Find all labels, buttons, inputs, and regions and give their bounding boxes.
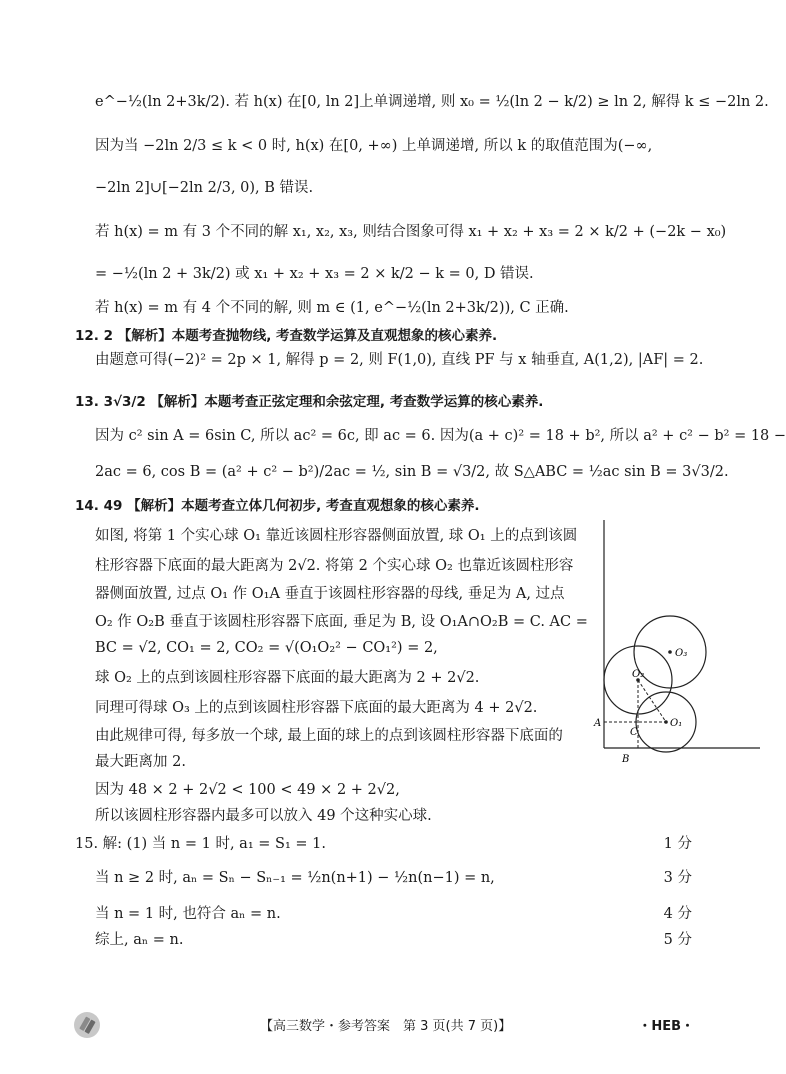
q14-line-6: 球 O₂ 上的点到该圆柱形容器下底面的最大距离为 2 + 2√2. — [95, 670, 480, 686]
label-c: C — [630, 727, 638, 738]
label-o3: O₃ — [675, 648, 688, 659]
line-5: = −½(ln 2 + 3k/2) 或 x₁ + x₂ + x₃ = 2 × k/2 − k = 0, D 错误. — [95, 266, 534, 282]
footer-code: ・HEB・ — [638, 1019, 694, 1034]
q14-line-3: 器侧面放置, 过点 O₁ 作 O₁A 垂直于该圆柱形容器的母线, 垂足为 A, 过点 — [95, 586, 565, 602]
q14-line-7: 同理可得球 O₃ 上的点到该圆柱形容器下底面的最大距离为 4 + 2√2. — [95, 700, 538, 716]
line-2: 因为当 −2ln 2/3 ≤ k < 0 时, h(x) 在[0, +∞) 上单调递增, 所以 k 的取值范围为(−∞, — [95, 138, 653, 154]
spheres-diagram — [594, 520, 760, 765]
brand-logo-icon — [72, 1010, 102, 1040]
q13-line-2: 2ac = 6, cos B = (a² + c² − b²)/2ac = ½, sin B = √3/2, 故 S△ABC = ½ac sin B = 3√3/2. — [95, 464, 729, 480]
q12-solution: 由题意可得(−2)² = 2p × 1, 解得 p = 2, 则 F(1,0), 直线 PF 与 x 轴垂直, A(1,2), |AF| = 2. — [95, 352, 704, 368]
q14-line-9: 最大距离加 2. — [95, 754, 186, 770]
line-1: e^−½(ln 2+3k/2). 若 h(x) 在[0, ln 2]上单调递增, 则 x₀ = ½(ln 2 − k/2) ≥ ln 2, 解得 k ≤ −2ln 2. — [95, 94, 769, 110]
q14-line-4: O₂ 作 O₂B 垂直于该圆柱形容器下底面, 垂足为 B, 设 O₁A∩O₂B = C. AC = — [95, 614, 588, 630]
q13-line-1: 因为 c² sin A = 6sin C, 所以 ac² = 6c, 即 ac = 6. 因为(a + c)² = 18 + b², 所以 a² + c² − b² = 18 − — [95, 428, 786, 444]
center-o3 — [668, 650, 672, 654]
footer-page-info: 【高三数学・参考答案 第 3 页(共 7 页)】 — [260, 1019, 512, 1034]
label-o2: O₂ — [632, 669, 645, 680]
line-3: −2ln 2]∪[−2ln 2/3, 0), B 错误. — [95, 180, 314, 196]
q14-heading: 14. 49 【解析】本题考查立体几何初步, 考查直观想象的核心素养. — [75, 498, 480, 514]
q14-line-11: 所以该圆柱形容器内最多可以放入 49 个这种实心球. — [95, 808, 432, 824]
q14-line-10: 因为 48 × 2 + 2√2 < 100 < 49 × 2 + 2√2, — [95, 782, 400, 798]
line-4: 若 h(x) = m 有 3 个不同的解 x₁, x₂, x₃, 则结合图象可得 x₁ + x₂ + x₃ = 2 × k/2 + (−2k − x₀) — [95, 224, 727, 240]
spheres-figure — [594, 520, 760, 765]
q13-heading: 13. 3√3/2 【解析】本题考查正弦定理和余弦定理, 考查数学运算的核心素养. — [75, 394, 544, 410]
points-4: 5 分 — [663, 932, 692, 948]
line-6: 若 h(x) = m 有 4 个不同的解, 则 m ∈ (1, e^−½(ln 2+3k/2)), C 正确. — [95, 300, 569, 316]
q14-line-8: 由此规律可得, 每多放一个球, 最上面的球上的点到该圆柱形容器下底面的 — [95, 728, 563, 744]
q14-line-5: BC = √2, CO₁ = 2, CO₂ = √(O₁O₂² − CO₁²) = 2, — [95, 640, 438, 656]
q15-line-4: 综上, aₙ = n. — [95, 932, 184, 948]
q14-line-2: 柱形容器下底面的最大距离为 2√2. 将第 2 个实心球 O₂ 也靠近该圆柱形容 — [95, 558, 574, 574]
q15-line-2: 当 n ≥ 2 时, aₙ = Sₙ − Sₙ₋₁ = ½n(n+1) − ½n(n−1) = n, — [95, 870, 495, 886]
points-3: 4 分 — [663, 906, 692, 922]
q12-heading: 12. 2 【解析】本题考查抛物线, 考查数学运算及直观想象的核心素养. — [75, 328, 498, 344]
points-1: 1 分 — [663, 836, 692, 852]
center-o1 — [664, 720, 668, 724]
label-a: A — [594, 718, 602, 729]
q14-line-1: 如图, 将第 1 个实心球 O₁ 靠近该圆柱形容器侧面放置, 球 O₁ 上的点到该圆 — [95, 528, 578, 544]
q15-line-3: 当 n = 1 时, 也符合 aₙ = n. — [95, 906, 281, 922]
page-footer — [0, 1010, 764, 1040]
segment-o2o1 — [638, 680, 666, 722]
points-2: 3 分 — [663, 870, 692, 886]
q15-line-1: 15. 解: (1) 当 n = 1 时, a₁ = S₁ = 1. — [75, 836, 326, 852]
label-b: B — [622, 754, 630, 765]
label-o1: O₁ — [670, 718, 683, 729]
